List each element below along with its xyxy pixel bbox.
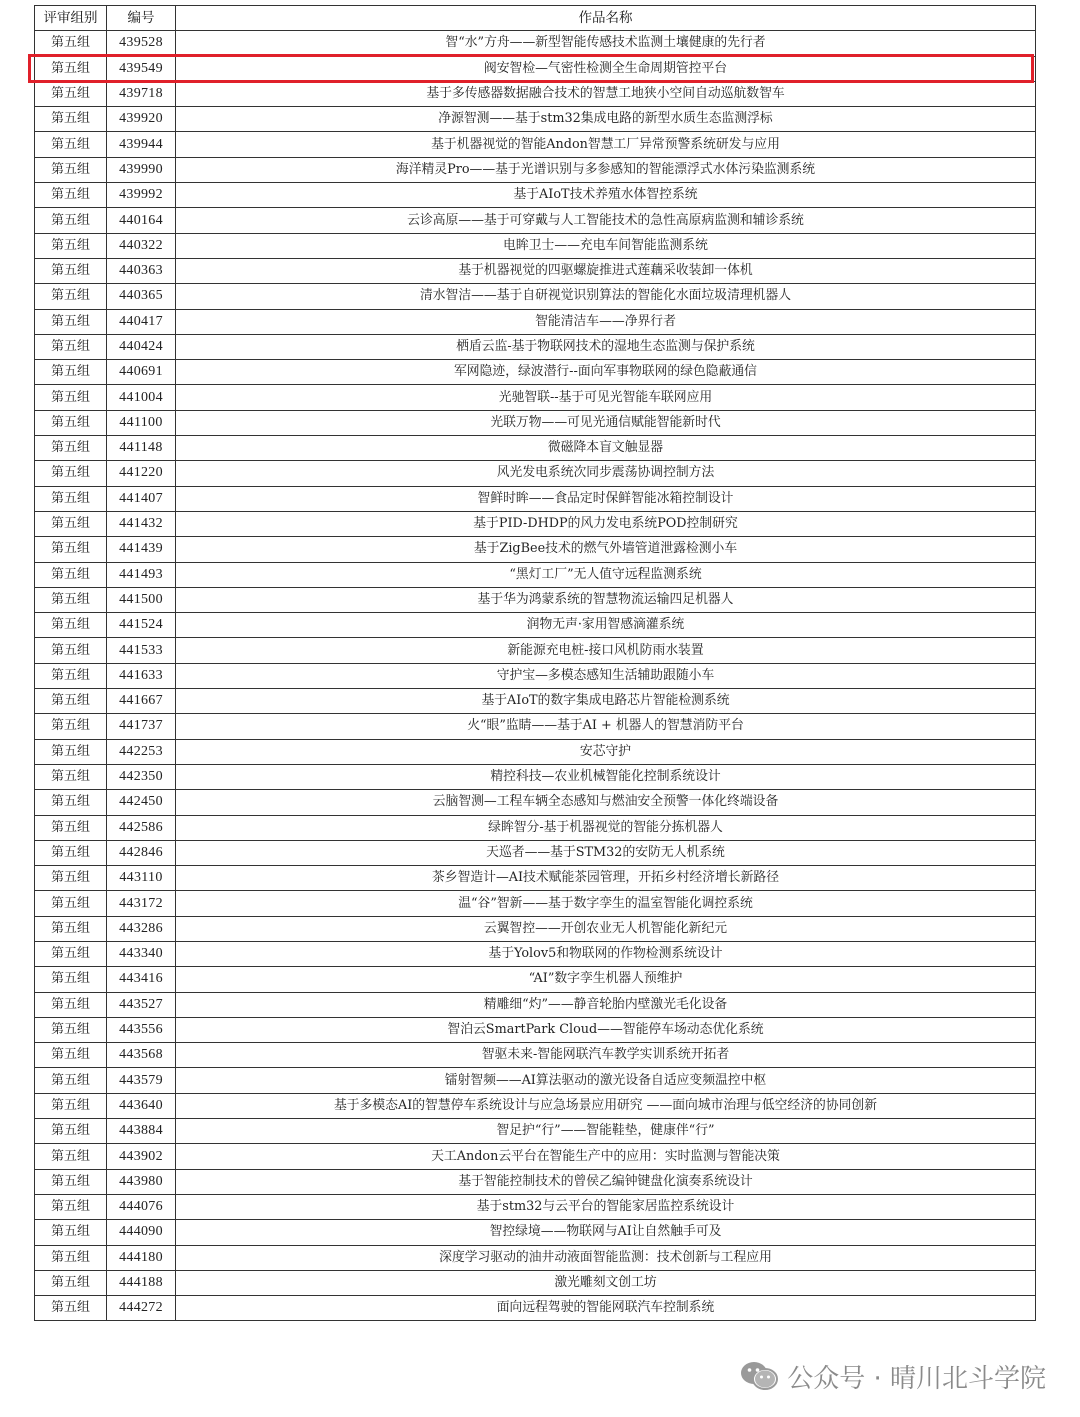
group-cell: 第五组 — [35, 764, 107, 789]
id-cell: 444090 — [107, 1220, 176, 1245]
id-cell: 443640 — [107, 1093, 176, 1118]
watermark-text: 公众号 · 晴川北斗学院 — [787, 1363, 1046, 1394]
results-table — [34, 5, 1036, 1321]
group-cell: 第五组 — [35, 1043, 107, 1068]
title-cell: 基于华为鸿蒙系统的智慧物流运输四足机器人 — [176, 587, 1036, 612]
id-cell: 443902 — [107, 1144, 176, 1169]
group-cell: 第五组 — [35, 486, 107, 511]
table-row — [35, 866, 1036, 891]
table-row — [35, 1043, 1036, 1068]
title-cell: 光联万物——可见光通信赋能智能新时代 — [176, 410, 1036, 435]
table-row — [35, 891, 1036, 916]
id-cell: 440363 — [107, 258, 176, 283]
group-cell: 第五组 — [35, 360, 107, 385]
id-cell: 441500 — [107, 587, 176, 612]
group-cell: 第五组 — [35, 587, 107, 612]
group-cell: 第五组 — [35, 1068, 107, 1093]
group-cell: 第五组 — [35, 258, 107, 283]
group-cell: 第五组 — [35, 1093, 107, 1118]
title-cell: 天工Andon云平台在智能生产中的应用：实时监测与智能决策 — [176, 1144, 1036, 1169]
title-cell: 镭射智频——AI算法驱动的激光设备自适应变频温控中枢 — [176, 1068, 1036, 1093]
id-cell: 439990 — [107, 157, 176, 182]
id-cell: 443980 — [107, 1169, 176, 1194]
table-row — [35, 739, 1036, 764]
id-cell: 443286 — [107, 916, 176, 941]
id-cell: 441667 — [107, 689, 176, 714]
table-row — [35, 840, 1036, 865]
title-cell: 基于ZigBee技术的燃气外墙管道泄露检测小车 — [176, 537, 1036, 562]
id-cell: 440691 — [107, 360, 176, 385]
group-cell: 第五组 — [35, 992, 107, 1017]
title-cell: 军网隐迹，绿波潜行--面向军事物联网的绿色隐蔽通信 — [176, 360, 1036, 385]
header-row — [35, 6, 1036, 31]
group-cell: 第五组 — [35, 815, 107, 840]
title-cell: 微磁降本盲文触显器 — [176, 436, 1036, 461]
group-cell: 第五组 — [35, 739, 107, 764]
title-cell: 基于多传感器数据融合技术的智慧工地狭小空间自动巡航数智车 — [176, 81, 1036, 106]
title-cell: 基于AIoT技术养殖水体智控系统 — [176, 183, 1036, 208]
title-cell: 栖盾云监-基于物联网技术的湿地生态监测与保护系统 — [176, 334, 1036, 359]
id-cell: 444180 — [107, 1245, 176, 1270]
group-cell: 第五组 — [35, 967, 107, 992]
table-row — [35, 31, 1036, 56]
title-cell: 基于stm32与云平台的智能家居监控系统设计 — [176, 1194, 1036, 1219]
table-row — [35, 1270, 1036, 1295]
title-cell: 云翼智控——开创农业无人机智能化新纪元 — [176, 916, 1036, 941]
table-row — [35, 56, 1036, 81]
table-row — [35, 638, 1036, 663]
group-cell: 第五组 — [35, 436, 107, 461]
table-row — [35, 537, 1036, 562]
id-cell: 444076 — [107, 1194, 176, 1219]
title-cell: 激光雕刻文创工坊 — [176, 1270, 1036, 1295]
id-cell: 439992 — [107, 183, 176, 208]
title-cell: “黑灯工厂”无人值守远程监测系统 — [176, 562, 1036, 587]
title-cell: 温“谷”智新——基于数字孪生的温室智能化调控系统 — [176, 891, 1036, 916]
table-row — [35, 663, 1036, 688]
title-cell: 智驱未来-智能网联汽车教学实训系统开拓者 — [176, 1043, 1036, 1068]
table-row — [35, 284, 1036, 309]
title-cell: 清水智洁——基于自研视觉识别算法的智能化水面垃圾清理机器人 — [176, 284, 1036, 309]
table-row — [35, 714, 1036, 739]
title-cell: 基于PID-DHDP的风力发电系统POD控制研究 — [176, 511, 1036, 536]
id-cell: 444188 — [107, 1270, 176, 1295]
id-cell: 442846 — [107, 840, 176, 865]
id-cell: 441148 — [107, 436, 176, 461]
group-cell: 第五组 — [35, 537, 107, 562]
group-cell: 第五组 — [35, 1220, 107, 1245]
title-cell: 火“眼”监睛——基于AI + 机器人的智慧消防平台 — [176, 714, 1036, 739]
title-cell: 基于多模态AI的智慧停车系统设计与应急场景应用研究 ——面向城市治理与低空经济的协同创新 — [176, 1093, 1036, 1118]
group-cell: 第五组 — [35, 183, 107, 208]
title-cell: 面向远程驾驶的智能网联汽车控制系统 — [176, 1296, 1036, 1321]
table-row — [35, 916, 1036, 941]
id-cell: 441533 — [107, 638, 176, 663]
id-cell: 439920 — [107, 107, 176, 132]
title-cell: 智“水”方舟——新型智能传感技术监测土壤健康的先行者 — [176, 31, 1036, 56]
table-row — [35, 613, 1036, 638]
title-cell: 云脑智测—工程车辆全态感知与燃油安全预警一体化终端设备 — [176, 790, 1036, 815]
header-id: 编号 — [107, 6, 176, 31]
id-cell: 441524 — [107, 613, 176, 638]
table-row — [35, 1220, 1036, 1245]
title-cell: 精控科技—农业机械智能化控制系统设计 — [176, 764, 1036, 789]
title-cell: 云诊高原——基于可穿戴与人工智能技术的急性高原病监测和辅诊系统 — [176, 208, 1036, 233]
group-cell: 第五组 — [35, 1119, 107, 1144]
table-row — [35, 385, 1036, 410]
group-cell: 第五组 — [35, 410, 107, 435]
table-row — [35, 157, 1036, 182]
title-cell: 守护宝—多模态感知生活辅助跟随小车 — [176, 663, 1036, 688]
wechat-icon — [739, 1360, 779, 1392]
title-cell: 基于机器视觉的智能Andon智慧工厂异常预警系统研发与应用 — [176, 132, 1036, 157]
table-row — [35, 461, 1036, 486]
id-cell: 439528 — [107, 31, 176, 56]
group-cell: 第五组 — [35, 233, 107, 258]
group-cell: 第五组 — [35, 309, 107, 334]
table-row — [35, 436, 1036, 461]
id-cell: 441439 — [107, 537, 176, 562]
table-row — [35, 486, 1036, 511]
group-cell: 第五组 — [35, 663, 107, 688]
id-cell: 439718 — [107, 81, 176, 106]
id-cell: 440164 — [107, 208, 176, 233]
table-row — [35, 208, 1036, 233]
group-cell: 第五组 — [35, 613, 107, 638]
table-row — [35, 309, 1036, 334]
table-row — [35, 360, 1036, 385]
table-header — [35, 6, 1036, 31]
id-cell: 443884 — [107, 1119, 176, 1144]
group-cell: 第五组 — [35, 714, 107, 739]
table-row — [35, 689, 1036, 714]
group-cell: 第五组 — [35, 385, 107, 410]
table-row — [35, 258, 1036, 283]
group-cell: 第五组 — [35, 866, 107, 891]
group-cell: 第五组 — [35, 81, 107, 106]
group-cell: 第五组 — [35, 334, 107, 359]
id-cell: 442586 — [107, 815, 176, 840]
table-row — [35, 992, 1036, 1017]
id-cell: 441737 — [107, 714, 176, 739]
title-cell: 深度学习驱动的油井动液面智能监测：技术创新与工程应用 — [176, 1245, 1036, 1270]
id-cell: 443527 — [107, 992, 176, 1017]
table-row — [35, 511, 1036, 536]
group-cell: 第五组 — [35, 840, 107, 865]
id-cell: 439549 — [107, 56, 176, 81]
id-cell: 441493 — [107, 562, 176, 587]
title-cell: 智控绿境——物联网与AI让自然触手可及 — [176, 1220, 1036, 1245]
id-cell: 442253 — [107, 739, 176, 764]
table-row — [35, 1119, 1036, 1144]
title-cell: 智能清洁车——净界行者 — [176, 309, 1036, 334]
group-cell: 第五组 — [35, 1245, 107, 1270]
table-row — [35, 815, 1036, 840]
group-cell: 第五组 — [35, 1270, 107, 1295]
table-row — [35, 967, 1036, 992]
group-cell: 第五组 — [35, 790, 107, 815]
id-cell: 440424 — [107, 334, 176, 359]
title-cell: 风光发电系统次同步震荡协调控制方法 — [176, 461, 1036, 486]
group-cell: 第五组 — [35, 284, 107, 309]
title-cell: 光驰智联--基于可见光智能车联网应用 — [176, 385, 1036, 410]
table-row — [35, 941, 1036, 966]
table-row — [35, 587, 1036, 612]
id-cell: 443416 — [107, 967, 176, 992]
group-cell: 第五组 — [35, 638, 107, 663]
table-row — [35, 334, 1036, 359]
id-cell: 443172 — [107, 891, 176, 916]
id-cell: 441633 — [107, 663, 176, 688]
title-cell: 智鲜时眸——食品定时保鲜智能冰箱控制设计 — [176, 486, 1036, 511]
header-group: 评审组别 — [35, 6, 107, 31]
title-cell: 安芯守护 — [176, 739, 1036, 764]
group-cell: 第五组 — [35, 1144, 107, 1169]
title-cell: 智足护“行”——智能鞋垫，健康伴“行” — [176, 1119, 1036, 1144]
id-cell: 443110 — [107, 866, 176, 891]
title-cell: 基于机器视觉的四驱螺旋推进式莲藕采收装卸一体机 — [176, 258, 1036, 283]
id-cell: 444272 — [107, 1296, 176, 1321]
table-body — [35, 31, 1036, 1321]
header-title: 作品名称 — [176, 6, 1036, 31]
id-cell: 439944 — [107, 132, 176, 157]
title-cell: 润物无声·家用智感滴灌系统 — [176, 613, 1036, 638]
table-row — [35, 1093, 1036, 1118]
group-cell: 第五组 — [35, 208, 107, 233]
table-row — [35, 1194, 1036, 1219]
table-row — [35, 1169, 1036, 1194]
title-cell: 绿眸智分-基于机器视觉的智能分拣机器人 — [176, 815, 1036, 840]
title-cell: 茶乡智造计—AI技术赋能茶园管理，开拓乡村经济增长新路径 — [176, 866, 1036, 891]
group-cell: 第五组 — [35, 56, 107, 81]
table-row — [35, 183, 1036, 208]
id-cell: 440365 — [107, 284, 176, 309]
group-cell: 第五组 — [35, 941, 107, 966]
table-row — [35, 1017, 1036, 1042]
id-cell: 442450 — [107, 790, 176, 815]
group-cell: 第五组 — [35, 1296, 107, 1321]
group-cell: 第五组 — [35, 562, 107, 587]
id-cell: 443579 — [107, 1068, 176, 1093]
id-cell: 441432 — [107, 511, 176, 536]
title-cell: 精雕细“灼”——静音轮胎内壁激光毛化设备 — [176, 992, 1036, 1017]
results-table-container — [34, 5, 1035, 1321]
id-cell: 441220 — [107, 461, 176, 486]
table-row — [35, 410, 1036, 435]
table-row — [35, 1296, 1036, 1321]
title-cell: 电眸卫士——充电车间智能监测系统 — [176, 233, 1036, 258]
group-cell: 第五组 — [35, 916, 107, 941]
group-cell: 第五组 — [35, 891, 107, 916]
id-cell: 443568 — [107, 1043, 176, 1068]
table-row — [35, 562, 1036, 587]
title-cell: 天巡者——基于STM32的安防无人机系统 — [176, 840, 1036, 865]
table-row — [35, 1068, 1036, 1093]
table-row — [35, 790, 1036, 815]
id-cell: 443340 — [107, 941, 176, 966]
table-row — [35, 1144, 1036, 1169]
group-cell: 第五组 — [35, 157, 107, 182]
title-cell: 基于AIoT的数字集成电路芯片智能检测系统 — [176, 689, 1036, 714]
title-cell: 智泊云SmartPark Cloud——智能停车场动态优化系统 — [176, 1017, 1036, 1042]
id-cell: 441100 — [107, 410, 176, 435]
id-cell: 443556 — [107, 1017, 176, 1042]
table-row — [35, 132, 1036, 157]
title-cell: 净源智测——基于stm32集成电路的新型水质生态监测浮标 — [176, 107, 1036, 132]
table-row — [35, 764, 1036, 789]
group-cell: 第五组 — [35, 132, 107, 157]
id-cell: 440417 — [107, 309, 176, 334]
title-cell: “AI”数字孪生机器人预维护 — [176, 967, 1036, 992]
group-cell: 第五组 — [35, 1169, 107, 1194]
group-cell: 第五组 — [35, 689, 107, 714]
group-cell: 第五组 — [35, 1194, 107, 1219]
group-cell: 第五组 — [35, 511, 107, 536]
id-cell: 441407 — [107, 486, 176, 511]
id-cell: 442350 — [107, 764, 176, 789]
id-cell: 440322 — [107, 233, 176, 258]
table-row — [35, 107, 1036, 132]
group-cell: 第五组 — [35, 107, 107, 132]
group-cell: 第五组 — [35, 461, 107, 486]
watermark — [739, 1356, 1046, 1396]
title-cell: 基于智能控制技术的曾侯乙编钟键盘化演奏系统设计 — [176, 1169, 1036, 1194]
table-row — [35, 233, 1036, 258]
title-cell: 基于Yolov5和物联网的作物检测系统设计 — [176, 941, 1036, 966]
group-cell: 第五组 — [35, 1017, 107, 1042]
table-row — [35, 81, 1036, 106]
title-cell: 新能源充电桩-接口风机防雨水装置 — [176, 638, 1036, 663]
title-cell: 阀安智检—气密性检测全生命周期管控平台 — [176, 56, 1036, 81]
group-cell: 第五组 — [35, 31, 107, 56]
id-cell: 441004 — [107, 385, 176, 410]
title-cell: 海洋精灵Pro——基于光谱识别与多参感知的智能漂浮式水体污染监测系统 — [176, 157, 1036, 182]
table-row — [35, 1245, 1036, 1270]
